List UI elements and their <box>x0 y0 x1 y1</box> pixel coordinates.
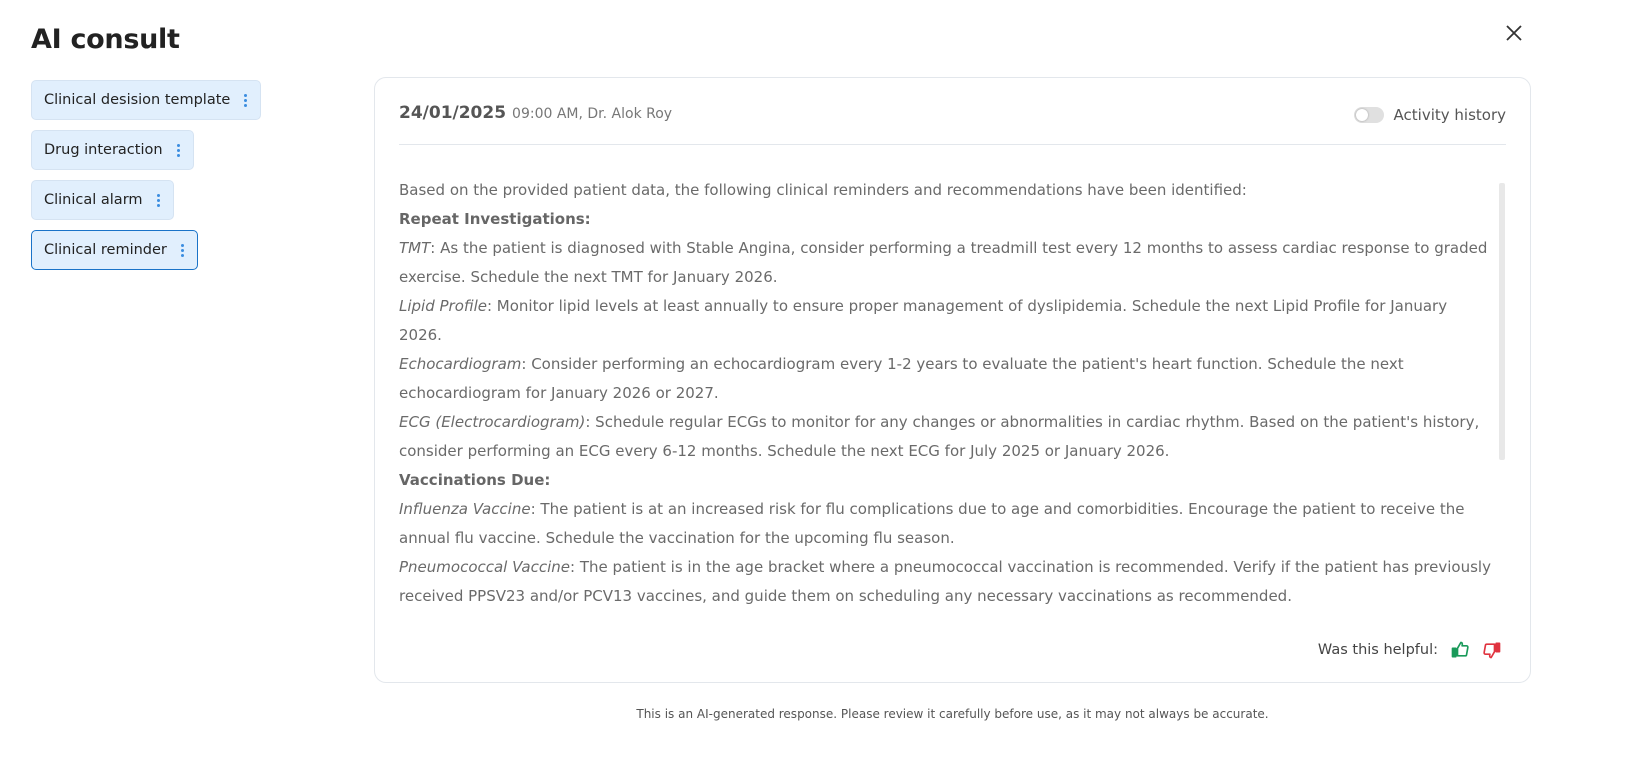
chip-label: Clinical desision template <box>44 92 231 108</box>
chip-label: Clinical alarm <box>44 192 143 208</box>
response-header <box>399 103 1506 145</box>
item-term: Lipid Profile <box>399 297 487 315</box>
item-text: : The patient is at an increased risk for flu complications due to age and comorbidities. Encourage the patient to receive the annual flu vaccine. Schedule the vaccination for the upcoming flu season. <box>399 500 1465 547</box>
more-vertical-icon[interactable] <box>244 94 248 107</box>
item-text: : The patient is in the age bracket where a pneumococcal vaccination is recommended. Verify if the patient has previously received PPSV23 and/or PCV13 vaccines, and guide them on scheduling any necessary vaccinations as recommended. <box>399 558 1491 605</box>
response-date: 24/01/2025 <box>399 103 507 123</box>
item-text: : Schedule regular ECGs to monitor for any changes or abnormalities in cardiac rhythm. Based on the patient's history, consider performing an ECG every 6-12 months. Schedule the next ECG for July 2025 or January 2026. <box>399 413 1480 460</box>
list-item <box>399 350 1491 408</box>
chip-clinical-reminder[interactable] <box>31 230 198 270</box>
item-term: Influenza Vaccine <box>399 500 531 518</box>
thumbs-down-icon[interactable] <box>1482 640 1502 660</box>
list-item <box>399 553 1491 611</box>
list-item <box>399 408 1491 466</box>
list-item <box>399 495 1491 553</box>
chip-label: Drug interaction <box>44 142 163 158</box>
item-text: : Consider performing an echocardiogram every 1-2 years to evaluate the patient's heart function. Schedule the next echocardiogram for January 2026 or 2027. <box>399 355 1404 402</box>
chip-clinical-alarm[interactable] <box>31 180 174 220</box>
toggle-switch[interactable] <box>1354 107 1384 123</box>
chip-clinical-decision-template[interactable] <box>31 80 261 120</box>
feedback-label: Was this helpful: <box>1317 642 1438 658</box>
section-heading: Repeat Investigations: <box>399 210 591 228</box>
item-term: TMT <box>399 239 431 257</box>
item-term: ECG (Electrocardiogram) <box>399 413 586 431</box>
intro-text: Based on the provided patient data, the following clinical reminders and recommendations have been identified: <box>399 181 1247 199</box>
thumbs-up-icon[interactable] <box>1450 640 1470 660</box>
section-heading: Vaccinations Due: <box>399 471 551 489</box>
more-vertical-icon[interactable] <box>181 244 185 257</box>
consult-type-list <box>31 80 261 270</box>
feedback-bar <box>1318 640 1502 660</box>
response-body <box>399 176 1491 619</box>
more-vertical-icon[interactable] <box>177 144 181 157</box>
close-icon[interactable] <box>1503 22 1525 44</box>
list-item <box>399 292 1491 350</box>
item-term: Echocardiogram <box>399 355 522 373</box>
toggle-label: Activity history <box>1393 106 1506 124</box>
item-term: Pneumococcal Vaccine <box>399 558 571 576</box>
activity-history-toggle[interactable] <box>1354 106 1506 124</box>
chip-label: Clinical reminder <box>44 242 167 258</box>
chip-drug-interaction[interactable] <box>31 130 194 170</box>
list-item <box>399 234 1491 292</box>
item-text: : Monitor lipid levels at least annually to ensure proper management of dyslipidemia. Schedule the next Lipid Profile for January 2026. <box>399 297 1448 344</box>
response-meta: 09:00 AM, Dr. Alok Roy <box>512 106 673 122</box>
item-text: : As the patient is diagnosed with Stable Angina, consider performing a treadmill test every 12 months to assess cardiac response to graded exercise. Schedule the next TMT for January 2026. <box>399 239 1488 286</box>
scrollbar[interactable] <box>1499 183 1505 460</box>
response-card <box>374 77 1531 683</box>
ai-disclaimer: This is an AI-generated response. Please review it carefully before use, as it may not always be accurate. <box>636 707 1269 721</box>
more-vertical-icon[interactable] <box>157 194 161 207</box>
page-title: AI consult <box>31 24 180 55</box>
